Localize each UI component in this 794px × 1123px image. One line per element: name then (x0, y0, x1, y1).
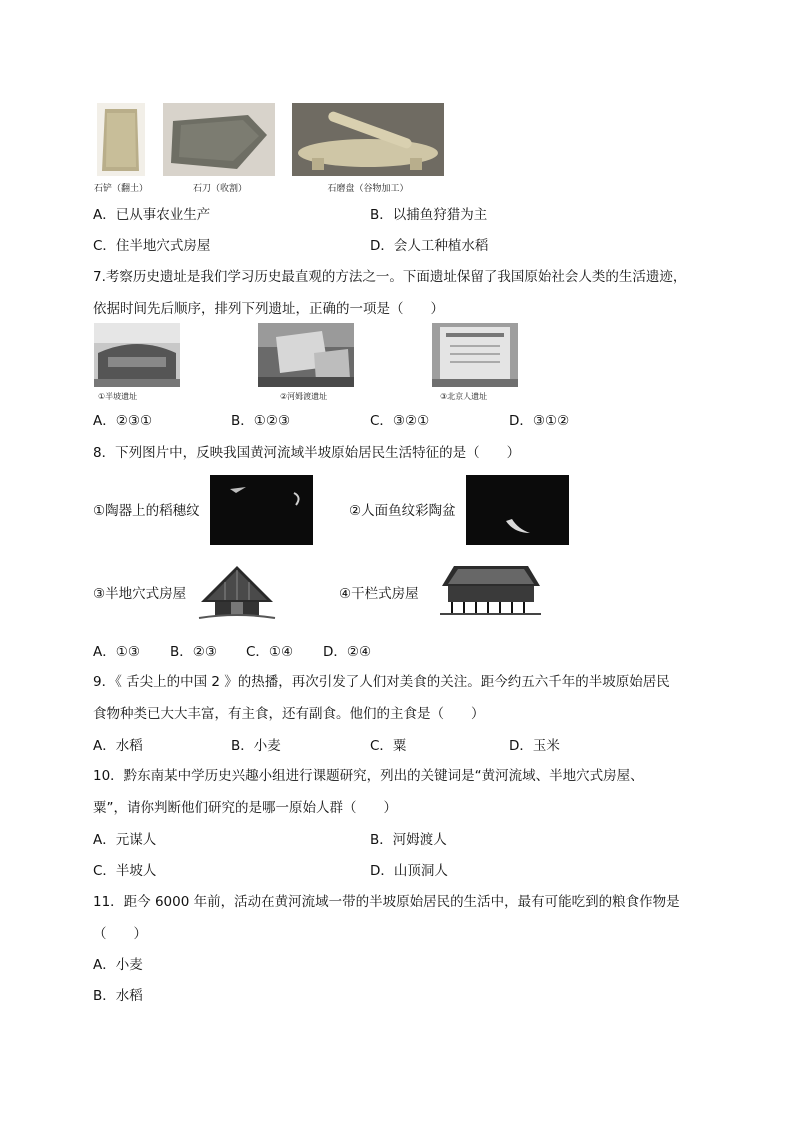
stone-knife-caption: 石刀（收割） (192, 184, 247, 194)
q9-stem-line2: 食物种类已大大丰富，有主食，还有副食。他们的主食是（ ） (93, 706, 485, 722)
q11-stem-line2: （ ） (93, 926, 147, 942)
peking-man-site-caption: ③北京人遗址 (440, 392, 488, 401)
q11-option-a: A．小麦 (93, 957, 143, 973)
hemudu-site-caption: ②河姆渡遗址 (280, 392, 328, 401)
q8-option-c: C．①④ (246, 644, 294, 660)
grinding-stone-caption: 石磨盘（谷物加工） (327, 184, 409, 194)
q6-option-d: D．会人工种植水稻 (370, 238, 489, 254)
peking-man-site-photo (432, 323, 518, 387)
q7-stem-line2: 依据时间先后顺序，排列下列遗址，正确的一项是（ ） (93, 301, 444, 317)
rice-pattern-pottery-photo (210, 475, 313, 545)
banpo-site-caption: ①半坡遗址 (98, 392, 138, 401)
q9-option-d: D．玉米 (509, 738, 560, 754)
q8-stem: 8．下列图片中，反映我国黄河流域半坡原始居民生活特征的是（ ） (93, 445, 521, 461)
q9-option-b: B．小麦 (231, 738, 281, 754)
q10-option-c: C．半坡人 (93, 863, 157, 879)
q11-stem-line1: 11．距今 6000 年前，活动在黄河流域一带的半坡原始居民的生活中，最有可能吃到的粮食作物是 (93, 894, 680, 910)
q7-stem-line1: 7.考察历史遗址是我们学习历史最直观的方法之一。下面遗址保留了我国原始社会人类的生活遗迹， (93, 269, 687, 285)
q8-item-4-label: ④干栏式房屋 (339, 586, 419, 602)
q10-option-a: A．元谋人 (93, 832, 157, 848)
q10-stem-line1: 10．黔东南某中学历史兴趣小组进行课题研究，列出的关键词是“黄河流域、半地穴式房屋、 (93, 768, 644, 784)
q8-option-b: B．②③ (170, 644, 217, 660)
q6-option-b: B．以捕鱼狩猎为主 (370, 207, 488, 223)
hemudu-site-photo (258, 323, 354, 387)
q7-option-c: C．③②① (370, 413, 430, 429)
q10-option-b: B．河姆渡人 (370, 832, 447, 848)
q8-option-d: D．②④ (323, 644, 372, 660)
stone-shovel-caption: 石铲（翻土） (93, 184, 148, 194)
stilt-house-drawing (438, 560, 543, 618)
banpo-site-photo (94, 323, 180, 387)
q8-item-1-label: ①陶器上的稻穗纹 (93, 503, 200, 519)
q9-stem-line1: 9．《 舌尖上的中国 2 》的热播，再次引发了人们对美食的关注。距今约五六千年的半坡原始居民 (93, 674, 670, 690)
q10-stem-line2: 粟”，请你判断他们研究的是哪一原始人群（ ） (93, 800, 397, 816)
q9-option-a: A．水稻 (93, 738, 143, 754)
stone-shovel-photo (97, 103, 145, 176)
grinding-stone-photo (292, 103, 444, 176)
q6-option-a: A．已从事农业生产 (93, 207, 211, 223)
q9-option-c: C．粟 (370, 738, 407, 754)
semi-underground-house-drawing (195, 562, 279, 624)
q7-option-a: A．②③① (93, 413, 153, 429)
fish-face-basin-photo (466, 475, 569, 545)
stone-knife-photo (163, 103, 275, 176)
q10-option-d: D．山顶洞人 (370, 863, 448, 879)
q7-option-d: D．③①② (509, 413, 570, 429)
q8-item-2-label: ②人面鱼纹彩陶盆 (349, 503, 456, 519)
q11-option-b: B．水稻 (93, 988, 143, 1004)
q8-item-3-label: ③半地穴式房屋 (93, 586, 187, 602)
q8-option-a: A．①③ (93, 644, 140, 660)
q7-option-b: B．①②③ (231, 413, 291, 429)
q6-option-c: C．住半地穴式房屋 (93, 238, 211, 254)
